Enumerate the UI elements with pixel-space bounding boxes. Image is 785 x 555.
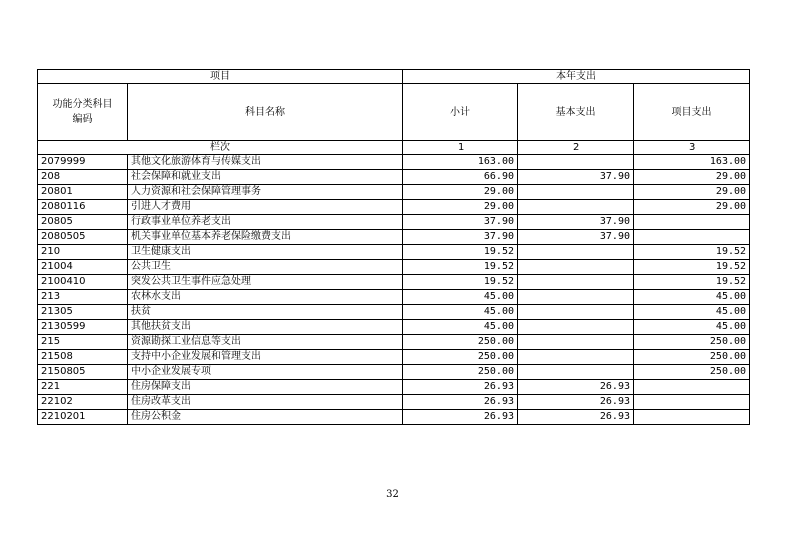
- row-code: 215: [38, 335, 128, 350]
- row-basic-expense: [518, 275, 634, 290]
- row-basic-expense: [518, 335, 634, 350]
- row-basic-expense: [518, 320, 634, 335]
- row-project-expense: 19.52: [634, 275, 750, 290]
- row-subject-name: 人力资源和社会保障管理事务: [128, 185, 403, 200]
- table-row: [38, 170, 750, 185]
- row-code: 208: [38, 170, 128, 185]
- row-project-expense: 250.00: [634, 335, 750, 350]
- row-subject-name: 公共卫生: [128, 260, 403, 275]
- row-project-expense: 45.00: [634, 305, 750, 320]
- table-row: [38, 230, 750, 245]
- row-code: 2150805: [38, 365, 128, 380]
- header-row-2: [38, 84, 750, 141]
- row-project-expense: [634, 380, 750, 395]
- header-current-year-expense: 本年支出: [403, 70, 750, 84]
- row-code: 21508: [38, 350, 128, 365]
- row-code: 22102: [38, 395, 128, 410]
- row-subject-name: 住房改革支出: [128, 395, 403, 410]
- row-subtotal: 26.93: [403, 410, 518, 425]
- page-number: 32: [386, 489, 399, 500]
- row-subject-name: 引进人才费用: [128, 200, 403, 215]
- row-project-expense: [634, 215, 750, 230]
- row-code: 21004: [38, 260, 128, 275]
- row-basic-expense: 26.93: [518, 395, 634, 410]
- row-project-expense: [634, 395, 750, 410]
- row-subject-name: 机关事业单位基本养老保险缴费支出: [128, 230, 403, 245]
- row-subtotal: 26.93: [403, 395, 518, 410]
- row-subtotal: 19.52: [403, 260, 518, 275]
- row-basic-expense: [518, 350, 634, 365]
- row-basic-expense: [518, 365, 634, 380]
- row-subject-name: 行政事业单位养老支出: [128, 215, 403, 230]
- row-subject-name: 其他扶贫支出: [128, 320, 403, 335]
- table-row: [38, 305, 750, 320]
- row-basic-expense: 37.90: [518, 170, 634, 185]
- row-code: 2130599: [38, 320, 128, 335]
- row-code: 2080116: [38, 200, 128, 215]
- row-subtotal: 45.00: [403, 320, 518, 335]
- table-row: [38, 365, 750, 380]
- row-basic-expense: 26.93: [518, 410, 634, 425]
- header-col-2: 2: [518, 141, 634, 155]
- row-project-expense: 29.00: [634, 200, 750, 215]
- header-col-3: 3: [634, 141, 750, 155]
- row-project-expense: 29.00: [634, 185, 750, 200]
- header-basic-expense: 基本支出: [518, 84, 634, 141]
- table-row: [38, 185, 750, 200]
- header-function-code-line1: 功能分类科目: [52, 99, 113, 110]
- table-row: [38, 395, 750, 410]
- row-subject-name: 住房保障支出: [128, 380, 403, 395]
- header-row-1: [38, 70, 750, 84]
- row-subject-name: 社会保障和就业支出: [128, 170, 403, 185]
- row-subject-name: 卫生健康支出: [128, 245, 403, 260]
- row-basic-expense: [518, 245, 634, 260]
- row-project-expense: 250.00: [634, 365, 750, 380]
- table-row: [38, 380, 750, 395]
- row-subtotal: 250.00: [403, 335, 518, 350]
- row-project-expense: [634, 230, 750, 245]
- row-code: 2100410: [38, 275, 128, 290]
- row-subject-name: 农林水支出: [128, 290, 403, 305]
- row-code: 210: [38, 245, 128, 260]
- row-project-expense: 250.00: [634, 350, 750, 365]
- row-code: 213: [38, 290, 128, 305]
- row-basic-expense: [518, 290, 634, 305]
- row-project-expense: 19.52: [634, 260, 750, 275]
- row-subtotal: 19.52: [403, 245, 518, 260]
- header-project-expense: 项目支出: [634, 84, 750, 141]
- row-code: 2080505: [38, 230, 128, 245]
- header-column-index: 栏次: [38, 141, 403, 155]
- row-subtotal: 26.93: [403, 380, 518, 395]
- table-row: [38, 410, 750, 425]
- row-subtotal: 250.00: [403, 365, 518, 380]
- row-subject-name: 突发公共卫生事件应急处理: [128, 275, 403, 290]
- row-basic-expense: 37.90: [518, 230, 634, 245]
- row-subtotal: 37.90: [403, 230, 518, 245]
- row-basic-expense: 37.90: [518, 215, 634, 230]
- row-project-expense: 29.00: [634, 170, 750, 185]
- row-subtotal: 45.00: [403, 305, 518, 320]
- row-code: 2210201: [38, 410, 128, 425]
- row-basic-expense: [518, 200, 634, 215]
- table-row: [38, 215, 750, 230]
- row-subtotal: 66.90: [403, 170, 518, 185]
- row-subject-name: 中小企业发展专项: [128, 365, 403, 380]
- budget-expense-table: [37, 69, 750, 425]
- header-subject-name: 科目名称: [128, 84, 403, 141]
- table-row: [38, 260, 750, 275]
- header-subtotal: 小计: [403, 84, 518, 141]
- row-basic-expense: 26.93: [518, 380, 634, 395]
- header-function-code-line2: 编码: [72, 114, 93, 125]
- row-subject-name: 资源勘探工业信息等支出: [128, 335, 403, 350]
- row-subtotal: 163.00: [403, 155, 518, 170]
- table-row: [38, 335, 750, 350]
- row-subtotal: 250.00: [403, 350, 518, 365]
- table-row: [38, 245, 750, 260]
- row-code: 221: [38, 380, 128, 395]
- row-code: 20801: [38, 185, 128, 200]
- row-subtotal: 45.00: [403, 290, 518, 305]
- row-subtotal: 29.00: [403, 185, 518, 200]
- row-project-expense: 19.52: [634, 245, 750, 260]
- table-row: [38, 320, 750, 335]
- header-function-code: [38, 84, 128, 141]
- table-row: [38, 155, 750, 170]
- row-basic-expense: [518, 155, 634, 170]
- row-project-expense: 45.00: [634, 320, 750, 335]
- header-row-index: [38, 141, 750, 155]
- table-row: [38, 290, 750, 305]
- row-basic-expense: [518, 305, 634, 320]
- row-project-expense: [634, 410, 750, 425]
- row-subtotal: 29.00: [403, 200, 518, 215]
- header-col-1: 1: [403, 141, 518, 155]
- row-subject-name: 支持中小企业发展和管理支出: [128, 350, 403, 365]
- row-subject-name: 其他文化旅游体育与传媒支出: [128, 155, 403, 170]
- row-basic-expense: [518, 260, 634, 275]
- row-subtotal: 19.52: [403, 275, 518, 290]
- row-project-expense: 45.00: [634, 290, 750, 305]
- row-subject-name: 扶贫: [128, 305, 403, 320]
- header-project: 项目: [38, 70, 403, 84]
- row-project-expense: 163.00: [634, 155, 750, 170]
- table-row: [38, 200, 750, 215]
- table-row: [38, 275, 750, 290]
- row-code: 21305: [38, 305, 128, 320]
- row-subject-name: 住房公积金: [128, 410, 403, 425]
- row-basic-expense: [518, 185, 634, 200]
- row-code: 20805: [38, 215, 128, 230]
- row-subtotal: 37.90: [403, 215, 518, 230]
- table-row: [38, 350, 750, 365]
- row-code: 2079999: [38, 155, 128, 170]
